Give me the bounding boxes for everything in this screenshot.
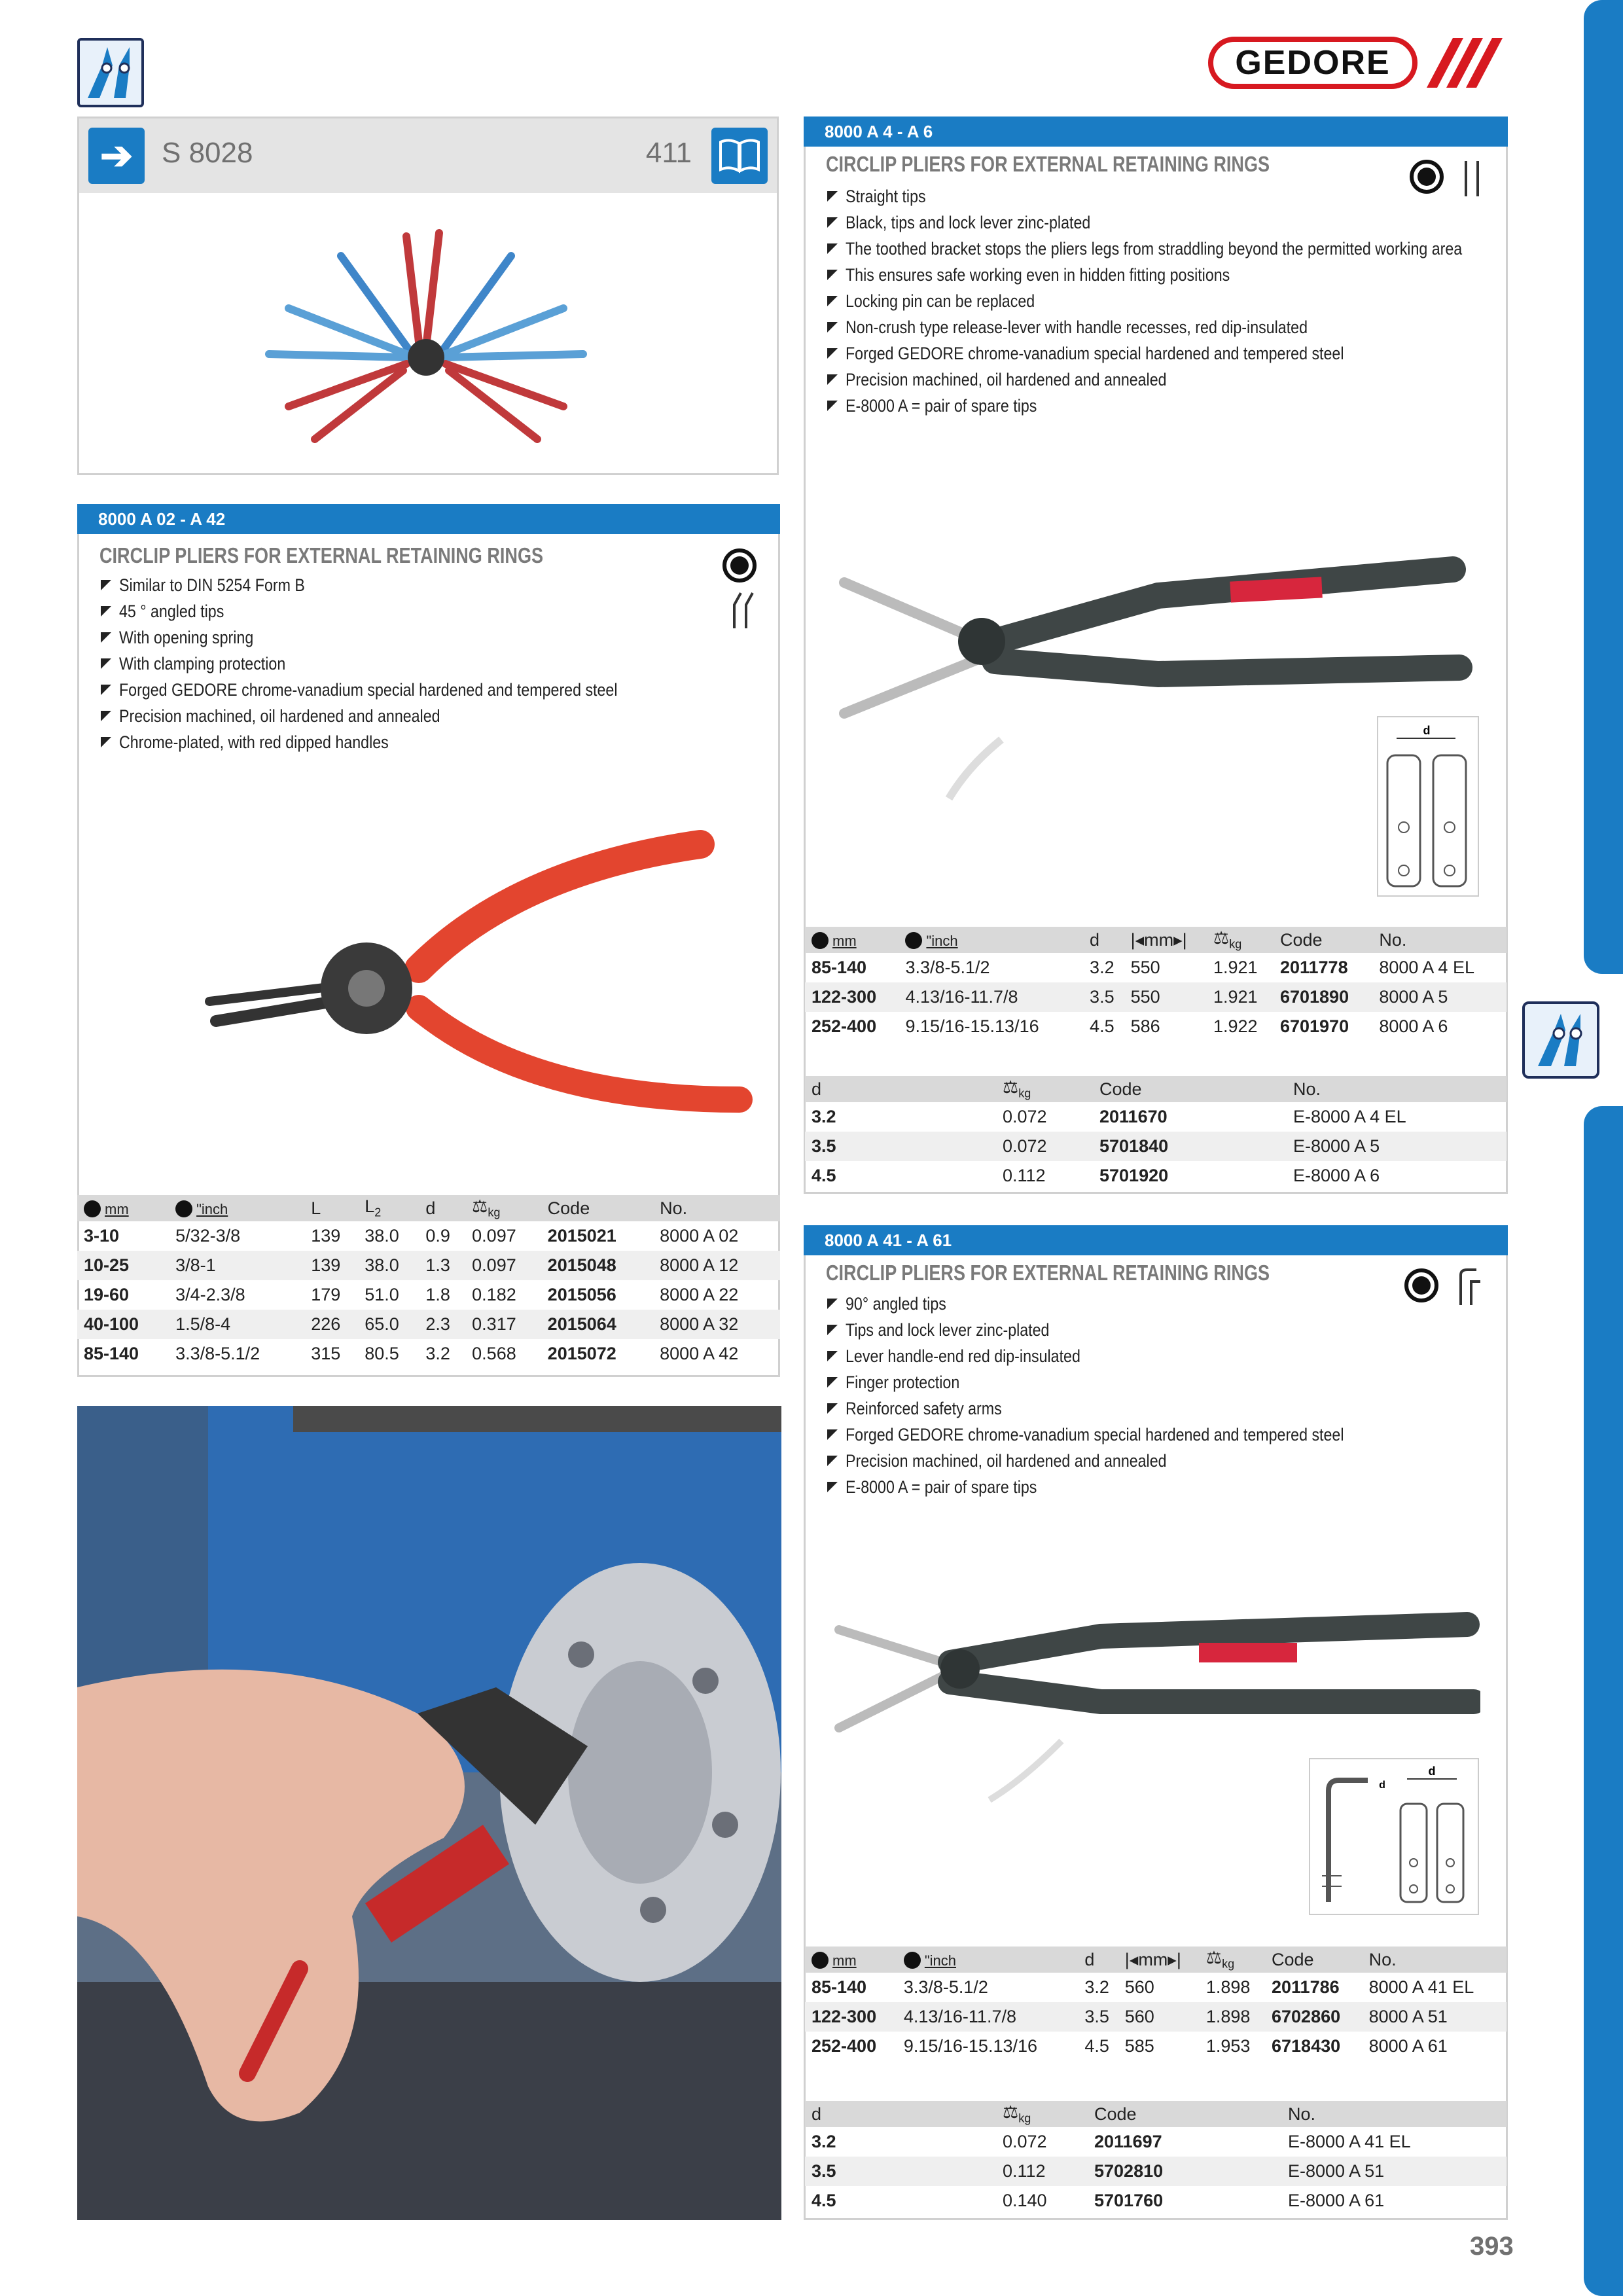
ring-symbol-icon: [722, 548, 757, 583]
table-row: 85-140 3.3/8-5.1/2 3.2 560 1.898 2011786 8000 A 41 EL: [812, 1977, 1474, 1997]
col-no: No.: [1287, 1076, 1507, 1102]
col-code: Code: [1093, 1076, 1287, 1102]
product-spec-table: [805, 927, 1507, 1041]
col-d: d: [1078, 1946, 1118, 1973]
feature-item: E-8000 A = pair of spare tips: [827, 393, 1563, 419]
table-row: 3.5 0.112 5702810 E-8000 A 51: [805, 2157, 1507, 2186]
feature-item: Straight tips: [827, 183, 1563, 209]
table-row: 3.2 0.072 2011670 E-8000 A 4 EL: [812, 1107, 1406, 1126]
feature-item: 45 ° angled tips: [101, 598, 698, 624]
table-row: 85-140 3.3/8-5.1/2 3.2 550 1.921 2011778 8000 A 4 EL: [812, 958, 1474, 977]
scale-icon: ⚖: [472, 1196, 488, 1217]
table-row: 122-300 4.13/16-11.7/8 3.5 560 1.898 6702860 8000 A 51: [805, 2002, 1507, 2032]
col-d: d: [1083, 927, 1124, 953]
section-tab-upper[interactable]: [1584, 0, 1623, 974]
feature-item: Forged GEDORE chrome-vanadium special hardened and tempered steel: [827, 340, 1563, 367]
col-d: d: [805, 1076, 996, 1102]
feature-item: Non-crush type release-lever with handle recesses, red dip-insulated: [827, 314, 1563, 340]
table-row: 19-60 3/4-2.3/8 179 51.0 1.8 0.182 2015056 8000 A 22: [84, 1285, 739, 1304]
feature-item: Lever handle-end red dip-insulated: [827, 1343, 1425, 1369]
feature-item: With clamping protection: [101, 651, 698, 677]
feature-item: Black, tips and lock lever zinc-plated: [827, 209, 1563, 236]
feature-item: The toothed bracket stops the pliers legs from straddling beyond the permitted working area: [827, 236, 1563, 262]
section-tab-lower[interactable]: [1584, 1106, 1623, 2296]
feature-item: Finger protection: [827, 1369, 1425, 1395]
arrow-right-icon[interactable]: ➔: [88, 128, 145, 184]
col-d: d: [419, 1195, 465, 1221]
table-row: 10-25 3/8-1 139 38.0 1.3 0.097 2015048 8000 A 12: [77, 1251, 780, 1280]
col-mm: mm: [805, 927, 899, 953]
diagram-label: d: [1423, 724, 1431, 737]
feature-item: Precision machined, oil hardened and annealed: [827, 367, 1563, 393]
pliers-set-image: [243, 217, 609, 465]
table-row: 4.5 0.112 5701920 E-8000 A 6: [812, 1166, 1380, 1185]
col-inch: "inch: [899, 927, 1083, 953]
product-image-straight-pliers: [831, 543, 1472, 805]
col-mm: mm: [77, 1195, 169, 1221]
table-row: 252-400 9.15/16-15.13/16 4.5 586 1.922 6701970 8000 A 6: [812, 1016, 1448, 1036]
feature-item: 90° angled tips: [827, 1291, 1425, 1317]
feature-list: [101, 572, 698, 755]
col-no: No.: [1372, 927, 1507, 953]
col-no: No.: [1363, 1946, 1507, 1973]
feature-item: This ensures safe working even in hidden fitting positions: [827, 262, 1563, 288]
spare-tips-table: [805, 2101, 1507, 2215]
col-l: L: [304, 1195, 358, 1221]
col-weight: $⚖_{kg}$: [996, 2101, 1088, 2127]
diagram-label: d: [1379, 1780, 1385, 1791]
reference-code[interactable]: S 8028: [162, 137, 253, 169]
col-weight: $⚖_{kg}$: [465, 1195, 541, 1221]
feature-item: Precision machined, oil hardened and annealed: [101, 703, 698, 729]
ring-icon: [905, 932, 922, 949]
feature-item: Chrome-plated, with red dipped handles: [101, 729, 698, 755]
product-image-angled-pliers: [190, 818, 766, 1126]
page-number: 393: [1470, 2232, 1514, 2261]
table-row: 122-300 4.13/16-11.7/8 3.5 550 1.921 6701890 8000 A 5: [805, 982, 1507, 1012]
col-no: No.: [1281, 2101, 1507, 2127]
brand-logo-stripes: [1420, 37, 1505, 89]
table-row: 3.5 0.072 5701840 E-8000 A 5: [805, 1132, 1507, 1161]
ring-icon: [84, 1200, 101, 1217]
product-spec-table: [805, 1946, 1507, 2061]
scale-icon: ⚖: [1003, 1077, 1019, 1098]
reference-page[interactable]: 411: [645, 137, 692, 169]
ring-icon: [812, 1952, 829, 1969]
tip-diagram: [1377, 716, 1479, 897]
angled-tip-icon: [726, 589, 757, 630]
brand-logo-text: GEDORE: [1235, 44, 1391, 82]
scale-icon: ⚖: [1003, 2102, 1019, 2123]
feature-item: E-8000 A = pair of spare tips: [827, 1474, 1425, 1500]
ring-icon: [812, 932, 829, 949]
feature-item: Tips and lock lever zinc-plated: [827, 1317, 1425, 1343]
brand-logo: [1208, 37, 1418, 89]
col-l2: $L_2$: [358, 1195, 419, 1221]
col-weight: $⚖_{kg}$: [1207, 927, 1274, 953]
feature-item: Forged GEDORE chrome-vanadium special hardened and tempered steel: [101, 677, 698, 703]
col-code: Code: [1265, 1946, 1363, 1973]
col-code: Code: [1088, 2101, 1281, 2127]
feature-item: Similar to DIN 5254 Form B: [101, 572, 698, 598]
diagram-label: d: [1428, 1765, 1436, 1778]
col-code: Code: [1274, 927, 1372, 953]
reference-box: [77, 117, 779, 475]
product-code-bar: 8000 A 02 - A 42: [77, 504, 780, 534]
table-row: 85-140 3.3/8-5.1/2 315 80.5 3.2 0.568 2015072 8000 A 42: [84, 1344, 739, 1363]
col-inch: "inch: [169, 1195, 304, 1221]
table-row: 4.5 0.140 5701760 E-8000 A 61: [812, 2191, 1385, 2210]
col-mm: mm: [805, 1946, 897, 1973]
col-no: No.: [653, 1195, 780, 1221]
book-icon[interactable]: [711, 128, 768, 184]
product-title: CIRCLIP PLIERS FOR EXTERNAL RETAINING RINGS: [826, 1261, 1270, 1285]
product-code-bar: 8000 A 41 - A 61: [804, 1225, 1508, 1255]
product-spec-table: [77, 1195, 780, 1369]
tip-diagram: [1309, 1758, 1479, 1915]
feature-item: With opening spring: [101, 624, 698, 651]
reference-bar: [79, 118, 777, 193]
feature-item: Locking pin can be replaced: [827, 288, 1563, 314]
feature-item: Reinforced safety arms: [827, 1395, 1425, 1422]
table-row: 3-10 5/32-3/8 139 38.0 0.9 0.097 2015021 8000 A 02: [84, 1226, 739, 1246]
right-angled-tip-icon: [1454, 1266, 1484, 1306]
feature-item: Forged GEDORE chrome-vanadium special hardened and tempered steel: [827, 1422, 1425, 1448]
col-length: |◂mm▸|: [1124, 927, 1207, 953]
usage-photo: [77, 1406, 781, 2220]
col-length: |◂mm▸|: [1118, 1946, 1200, 1973]
feature-item: Precision machined, oil hardened and annealed: [827, 1448, 1425, 1474]
ring-icon: [904, 1952, 921, 1969]
product-code-bar: 8000 A 4 - A 6: [804, 117, 1508, 147]
feature-list: [827, 1291, 1425, 1500]
product-title: CIRCLIP PLIERS FOR EXTERNAL RETAINING RINGS: [99, 543, 544, 567]
pliers-category-icon: [77, 38, 144, 107]
col-weight: $⚖_{kg}$: [1200, 1946, 1265, 1973]
product-title: CIRCLIP PLIERS FOR EXTERNAL RETAINING RINGS: [826, 152, 1270, 176]
col-code: Code: [541, 1195, 653, 1221]
scale-icon: ⚖: [1205, 1948, 1222, 1968]
feature-list: [827, 183, 1563, 419]
table-row: 3.2 0.072 2011697 E-8000 A 41 EL: [812, 2132, 1411, 2151]
table-row: 40-100 1.5/8-4 226 65.0 2.3 0.317 2015064 8000 A 32: [77, 1310, 780, 1339]
col-weight: $⚖_{kg}$: [996, 1076, 1093, 1102]
pliers-category-icon[interactable]: [1522, 1001, 1599, 1079]
scale-icon: ⚖: [1213, 928, 1230, 948]
col-inch: "inch: [897, 1946, 1079, 1973]
ring-icon: [175, 1200, 192, 1217]
spare-tips-table: [805, 1076, 1507, 1191]
table-row: 252-400 9.15/16-15.13/16 4.5 585 1.953 6718430 8000 A 61: [812, 2036, 1448, 2056]
col-d: d: [805, 2101, 996, 2127]
